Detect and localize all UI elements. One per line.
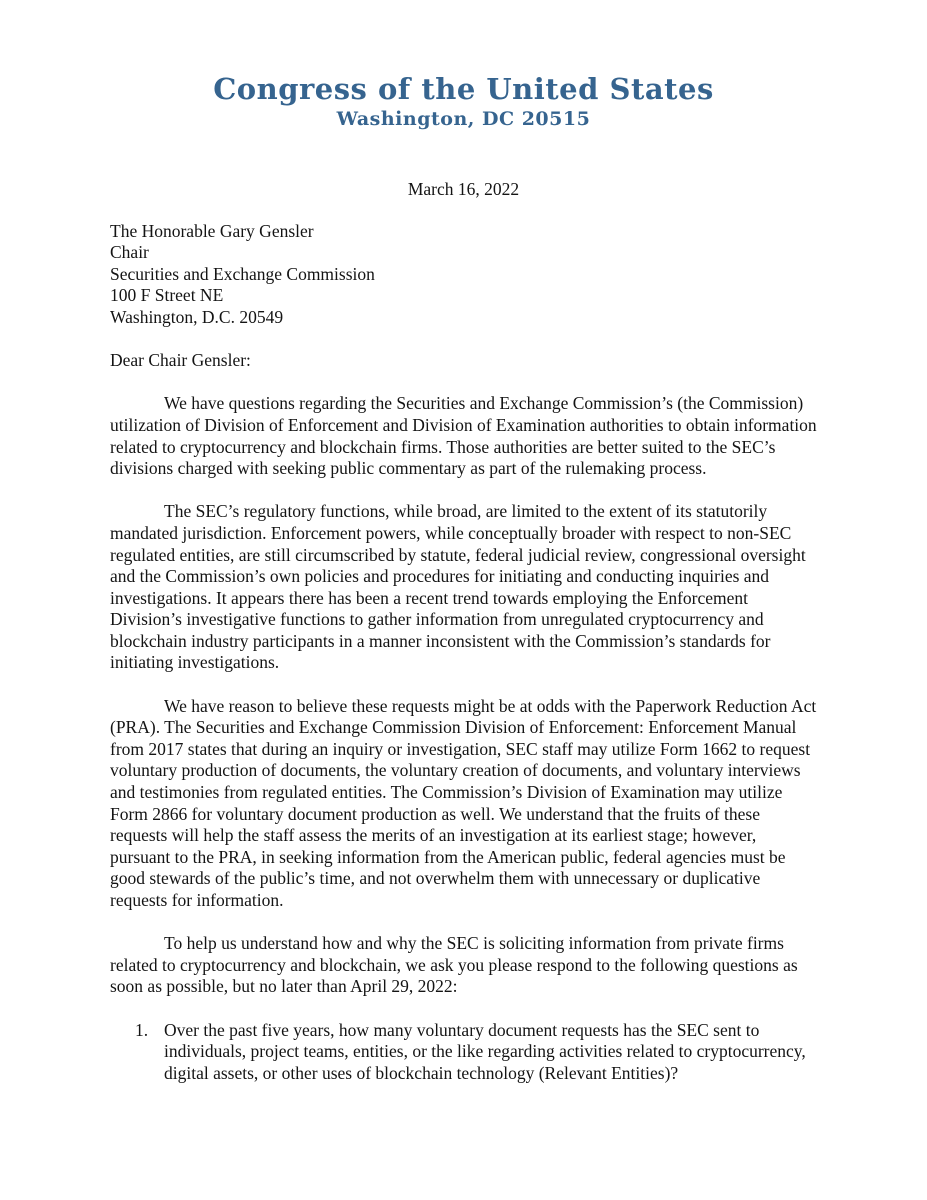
recipient-org-line: Securities and Exchange Commission bbox=[110, 263, 375, 284]
body-paragraph-1: We have questions regarding the Securities and Exchange Commission’s (the Commission) utilization of Division of Enforcement and Division of Examination authorities to obtain information related to cryptocurrency and blockchain firms. Those authorities are better suited to the SEC’s divisions charged with seeking public commentary as part of the rulemaking process. bbox=[110, 393, 817, 479]
question-item-1 bbox=[135, 1020, 817, 1085]
recipient-title-line: Chair bbox=[110, 242, 149, 263]
recipient-address-block bbox=[110, 221, 817, 329]
body-paragraph-3: We have reason to believe these requests might be at odds with the Paperwork Reduction Act (PRA). The Securities and Exchange Commission Division of Enforcement: Enforcement Manual from 2017 states that during an inquiry or investigation, SEC staff may utilize Form 1662 to request voluntary production of documents, the voluntary creation of documents, and voluntary interviews and testimonies from regulated entities. The Commission’s Division of Examination may utilize Form 2866 for voluntary document production as well. We understand that the fruits of these requests will help the staff assess the merits of an investigation at its earliest stage; however, pursuant to the PRA, in seeking information from the American public, federal agencies must be good stewards of the public’s time, and not overwhelm them with unnecessary or duplicative requests for information. bbox=[110, 695, 817, 910]
letter-body bbox=[110, 221, 817, 1085]
question-text: Over the past five years, how many voluntary document requests has the SEC sent to individuals, project teams, entities, or the like regarding activities related to cryptocurrency, digital assets, or other uses of blockchain technology (Relevant Entities)? bbox=[164, 1019, 806, 1083]
questions-list bbox=[110, 1020, 817, 1085]
recipient-street-line: 100 F Street NE bbox=[110, 285, 224, 306]
question-number: 1. bbox=[135, 1019, 149, 1040]
letterhead-subtitle: Washington, DC 20515 bbox=[336, 108, 591, 130]
body-paragraph-4: To help us understand how and why the SEC is soliciting information from private firms related to cryptocurrency and blockchain, we ask you please respond to the following questions as soon as possible, but no later than April 29, 2022: bbox=[110, 933, 798, 997]
recipient-name-line: The Honorable Gary Gensler bbox=[110, 220, 314, 241]
letterhead-title: Congress of the United States bbox=[213, 72, 714, 106]
letter-date: March 16, 2022 bbox=[407, 179, 520, 199]
body-paragraph-2: The SEC’s regulatory functions, while broad, are limited to the extent of its statutorily mandated jurisdiction. Enforcement powers, while conceptually broader with respect to non-SEC regulated entities, are still circumscribed by statute, federal judicial review, congressional oversight and the Commission’s own policies and procedures for initiating and conducting inquiries and investigations. It appears there has been a recent trend towards employing the Enforcement Division’s investigative functions to gather information from unregulated cryptocurrency and blockchain industry participants in a manner inconsistent with the Commission’s standards for initiating investigations. bbox=[110, 501, 806, 673]
recipient-city-line: Washington, D.C. 20549 bbox=[110, 306, 284, 327]
salutation: Dear Chair Gensler: bbox=[110, 350, 251, 371]
letterhead bbox=[0, 0, 927, 130]
